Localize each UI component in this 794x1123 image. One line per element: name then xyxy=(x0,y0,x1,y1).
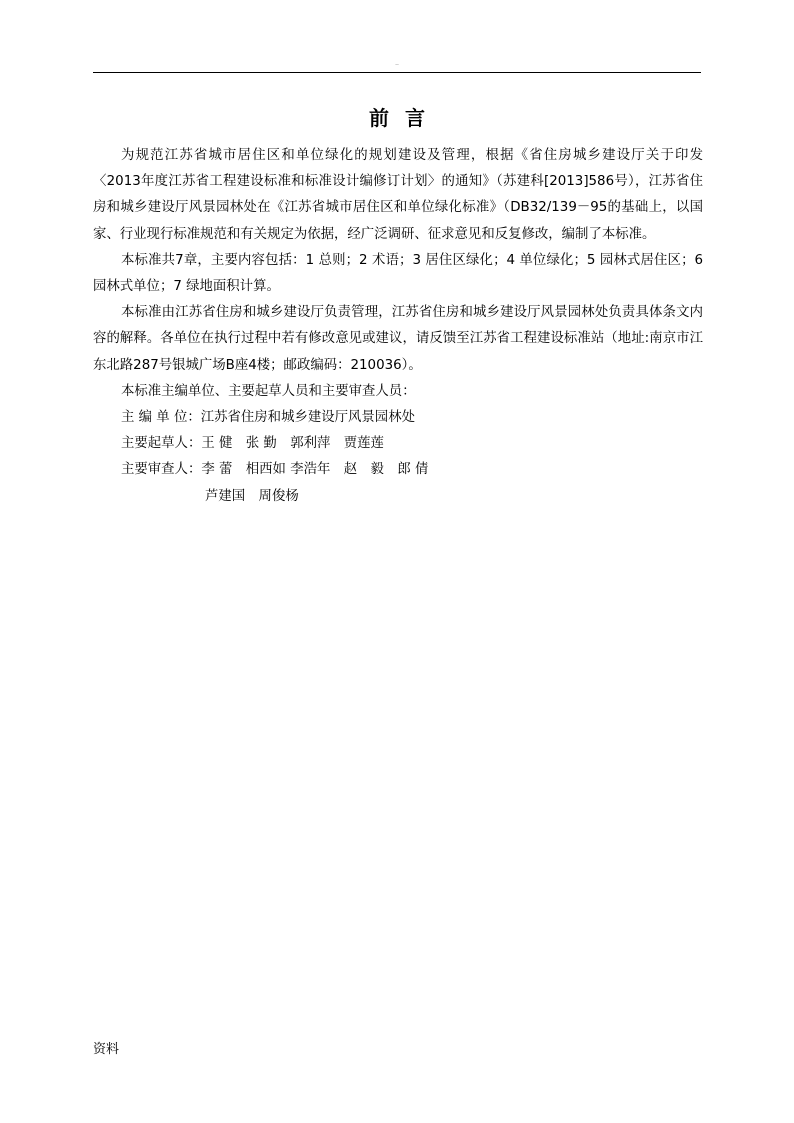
drafters: 主要起草人：王 健 张 勤 郭利萍 贾莲莲 xyxy=(121,436,384,452)
reviewers: 主要审查人：李 蕾 相西如 李浩年 赵 毅 郎 倩 xyxy=(121,462,429,478)
paragraph-management: 本标准由江苏省住房和城乡建设厅负责管理，江苏省住房和城乡建设厅风景园林处负责具体条文内容的解释。各单位在执行过程中若有修改意见或建议，请反馈至江苏省工程建设标准站（地址:南京市江东北路287号银城广场B座4楼；邮政编码：210036）。 xyxy=(93,305,703,373)
page-title: 前言 xyxy=(369,106,441,130)
footer-label: 资料 xyxy=(93,1042,120,1057)
document-body xyxy=(93,143,703,510)
header-mark: .. xyxy=(395,60,399,67)
paragraph-contents: 本标准共7章，主要内容包括：1 总则；2 术语；3 居住区绿化；4 单位绿化；5 园林式居住区；6 园林式单位；7 绿地面积计算。 xyxy=(93,252,703,295)
chief-unit: 主 编 单 位：江苏省住房和城乡建设厅风景园林处 xyxy=(121,410,415,426)
reviewers-continued: 芦建国 周俊杨 xyxy=(205,488,299,504)
header-rule xyxy=(93,72,701,73)
paragraph-background: 为规范江苏省城市居住区和单位绿化的规划建设及管理，根据《省住房城乡建设厅关于印发〈2013年度江苏省工程建设标准和标准设计编修订计划〉的通知》（苏建科[2013]586号），江苏省住房和城乡建设厅风景园林处在《江苏省城市居住区和单位绿化标准》（DB32/139－95的基础上，以国家、行业现行标准规范和有关规定为依据，经广泛调研、征求意见和反复修改，编制了本标准。 xyxy=(93,148,703,242)
staff-intro: 本标准主编单位、主要起草人员和主要审查人员： xyxy=(121,383,416,399)
